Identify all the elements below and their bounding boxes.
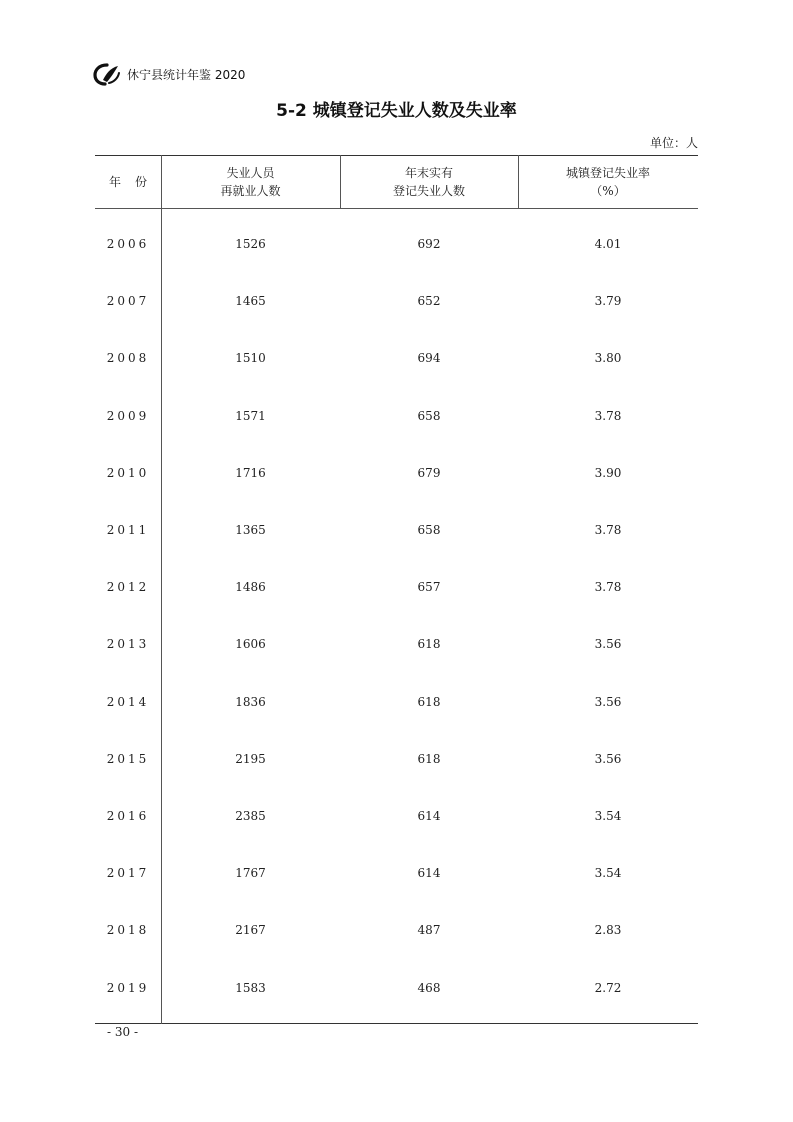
cell-year: 2015 (106, 752, 150, 766)
cell-rate: 3.78 (594, 523, 622, 537)
cell-reemployed: 1526 (235, 237, 266, 251)
cell-rate: 3.54 (594, 866, 622, 880)
cell-registered: 618 (417, 752, 441, 766)
table-row (95, 634, 698, 654)
page-number: - 30 - (107, 1025, 139, 1039)
header-year (95, 155, 161, 208)
cell-year: 2014 (106, 695, 150, 709)
cell-reemployed: 1606 (235, 637, 266, 651)
cell-registered: 657 (417, 580, 441, 594)
book-title: 休宁县统计年鉴 2020 (127, 67, 246, 82)
cell-year: 2007 (106, 294, 150, 308)
cell-registered: 679 (417, 466, 441, 480)
cell-reemployed: 1767 (235, 866, 266, 880)
header-reemployed (161, 155, 340, 208)
table-header-rule (95, 208, 698, 209)
cell-reemployed: 1365 (235, 523, 266, 537)
cell-year: 2010 (106, 466, 150, 480)
cell-registered: 652 (417, 294, 441, 308)
cell-reemployed: 2195 (235, 752, 266, 766)
table-row (95, 234, 698, 254)
cell-rate: 3.90 (594, 466, 622, 480)
yearbook-header (93, 62, 245, 86)
cell-rate: 3.56 (594, 695, 622, 709)
cell-rate: 3.54 (594, 809, 622, 823)
cell-year: 2019 (106, 981, 150, 995)
data-table (95, 155, 698, 1024)
cell-rate: 2.83 (594, 923, 622, 937)
table-row (95, 806, 698, 826)
cell-registered: 694 (417, 351, 441, 365)
table-row (95, 406, 698, 426)
cell-rate: 3.56 (594, 637, 622, 651)
cell-year: 2011 (106, 523, 150, 537)
cell-registered: 658 (417, 523, 441, 537)
header-rate-line1: 城镇登记失业率 (565, 165, 650, 180)
cell-year: 2008 (106, 351, 150, 365)
cell-year: 2016 (106, 809, 150, 823)
cell-rate: 3.79 (594, 294, 622, 308)
cell-reemployed: 1571 (235, 409, 266, 423)
cell-rate: 2.72 (594, 981, 622, 995)
cell-registered: 692 (417, 237, 441, 251)
cell-registered: 618 (417, 695, 441, 709)
cell-registered: 658 (417, 409, 441, 423)
cell-rate: 3.78 (594, 409, 622, 423)
cell-year: 2018 (106, 923, 150, 937)
table-row (95, 978, 698, 998)
cell-year: 2013 (106, 637, 150, 651)
cell-rate: 3.80 (594, 351, 622, 365)
table-row (95, 920, 698, 940)
table-row (95, 463, 698, 483)
cell-year: 2006 (106, 237, 150, 251)
cell-reemployed: 1583 (235, 981, 266, 995)
header-registered (340, 155, 518, 208)
cell-reemployed: 2167 (235, 923, 266, 937)
cell-reemployed: 2385 (235, 809, 266, 823)
table-row (95, 692, 698, 712)
header-rate-line2: （%） (590, 183, 626, 198)
header-rate (518, 155, 698, 208)
yearbook-logo-icon (93, 62, 121, 86)
cell-year: 2012 (106, 580, 150, 594)
cell-reemployed: 1716 (235, 466, 266, 480)
cell-rate: 3.78 (594, 580, 622, 594)
cell-reemployed: 1465 (235, 294, 266, 308)
cell-registered: 614 (417, 866, 441, 880)
cell-reemployed: 1836 (235, 695, 266, 709)
table-row (95, 749, 698, 769)
table-bottom-rule (95, 1023, 698, 1024)
cell-year: 2009 (106, 409, 150, 423)
table-row (95, 520, 698, 540)
cell-year: 2017 (106, 866, 150, 880)
table-row (95, 348, 698, 368)
header-registered-line1: 年末实有 (404, 165, 453, 180)
cell-reemployed: 1510 (235, 351, 266, 365)
header-year-label: 年份 (109, 174, 162, 189)
cell-registered: 614 (417, 809, 441, 823)
cell-rate: 4.01 (594, 237, 622, 251)
table-row (95, 291, 698, 311)
table-row (95, 863, 698, 883)
cell-registered: 468 (417, 981, 441, 995)
table-row (95, 577, 698, 597)
header-reemployed-line2: 再就业人数 (220, 183, 281, 198)
header-registered-line2: 登记失业人数 (392, 183, 465, 198)
cell-registered: 618 (417, 637, 441, 651)
cell-rate: 3.56 (594, 752, 622, 766)
cell-reemployed: 1486 (235, 580, 266, 594)
unit-label: 单位：人 (649, 136, 698, 150)
header-reemployed-line1: 失业人员 (226, 165, 275, 180)
cell-registered: 487 (417, 923, 441, 937)
page-title: 5-2 城镇登记失业人数及失业率 (276, 101, 517, 121)
